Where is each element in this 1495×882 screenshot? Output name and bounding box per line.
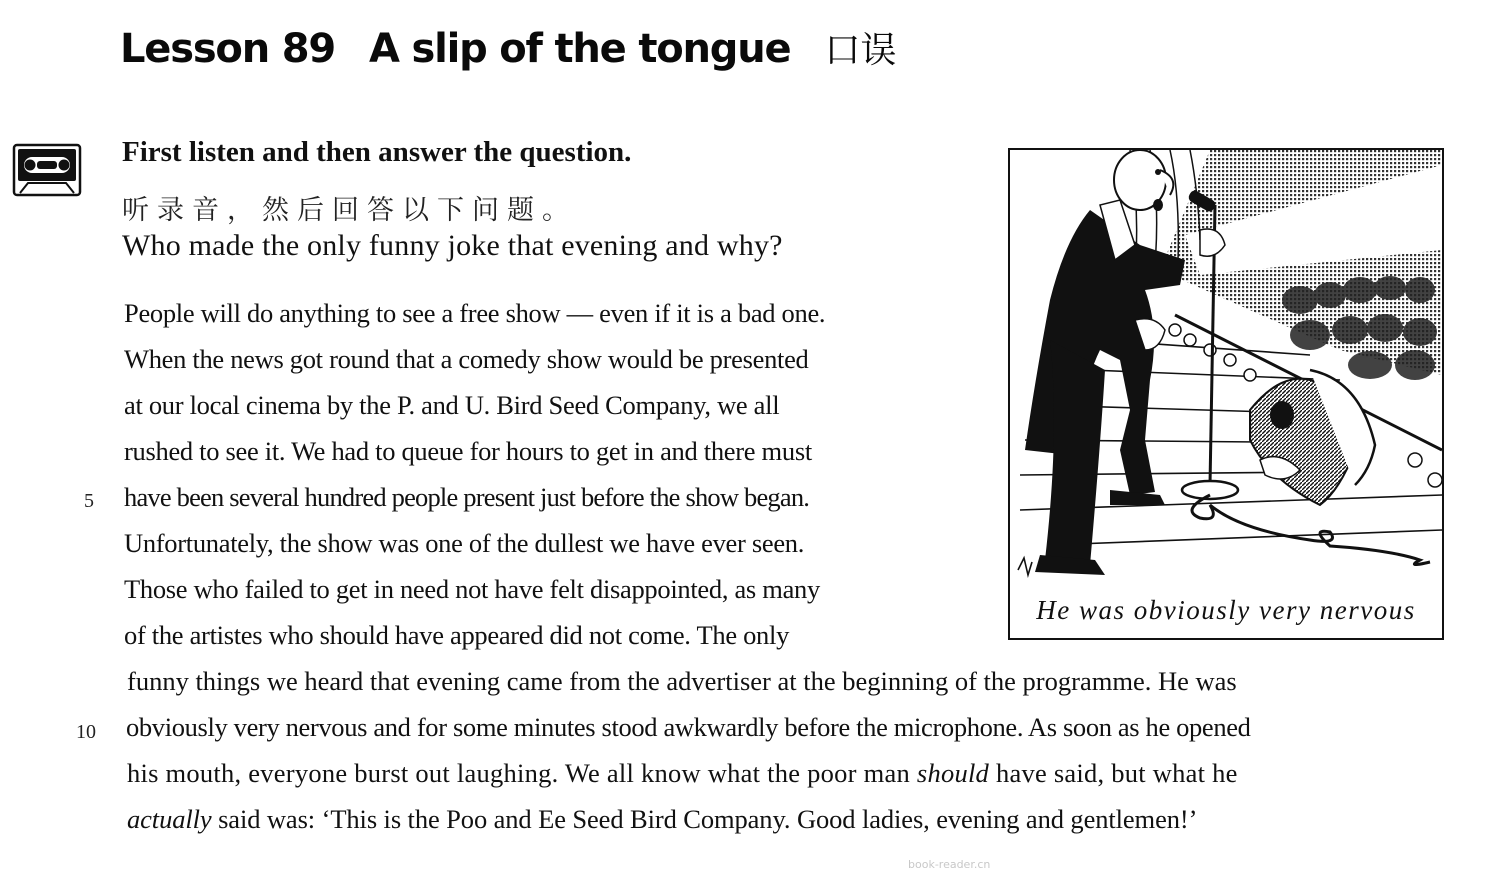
page-title: [120, 22, 896, 73]
passage-line: funny things we heard that evening came from the advertiser at the beginning of the programme. He was: [127, 666, 1237, 696]
lesson-number: Lesson 89: [120, 26, 335, 72]
lesson-title: A slip of the tongue: [368, 26, 791, 72]
passage-line: rushed to see it. We had to queue for hours to get in and there must: [124, 436, 812, 466]
emphasized-word: actually: [127, 804, 212, 834]
emphasized-word: should: [916, 758, 990, 788]
passage-line: Those who failed to get in need not have felt disappointed, as many: [124, 574, 820, 604]
passage-line: obviously very nervous and for some minutes stood awkwardly before the microphone. As soon as he opened: [126, 712, 1251, 742]
listening-instruction-chinese: 听录音，然后回答以下问题。: [122, 195, 577, 226]
illustration-frame: [1008, 148, 1444, 640]
passage-line: [127, 758, 1238, 789]
passage-line: When the news got round that a comedy show would be presented: [124, 344, 809, 374]
comprehension-question: Who made the only funny joke that evening and why?: [122, 229, 783, 262]
watermark: book-reader.cn: [908, 858, 991, 871]
passage-line: of the artistes who should have appeared did not come. The only: [124, 620, 790, 650]
line-number: 10: [76, 721, 96, 743]
passage-line: Unfortunately, the show was one of the dullest we have ever seen.: [124, 528, 805, 558]
passage-text: have said, but what he: [989, 758, 1238, 788]
passage-line: have been several hundred people present just before the show began.: [124, 482, 810, 512]
lesson-title-chinese: 口误: [824, 30, 897, 71]
passage-line: at our local cinema by the P. and U. Bird Seed Company, we all: [124, 390, 780, 420]
passage-text: said was: ‘This is the Poo and Ee Seed Bird Company. Good ladies, evening and gentlemen!’: [211, 804, 1198, 834]
line-number: 5: [84, 490, 94, 512]
illustration-caption: He was obviously very nervous: [1036, 595, 1416, 625]
listening-instruction: First listen and then answer the question.: [122, 136, 632, 168]
passage-line: People will do anything to see a free show — even if it is a bad one.: [124, 298, 826, 328]
passage-text: his mouth, everyone burst out laughing. We all know what the poor man: [127, 758, 917, 788]
passage-line: [127, 804, 1197, 835]
cartoon-illustration: [1010, 150, 1442, 580]
cassette-tape-icon: [12, 143, 82, 197]
